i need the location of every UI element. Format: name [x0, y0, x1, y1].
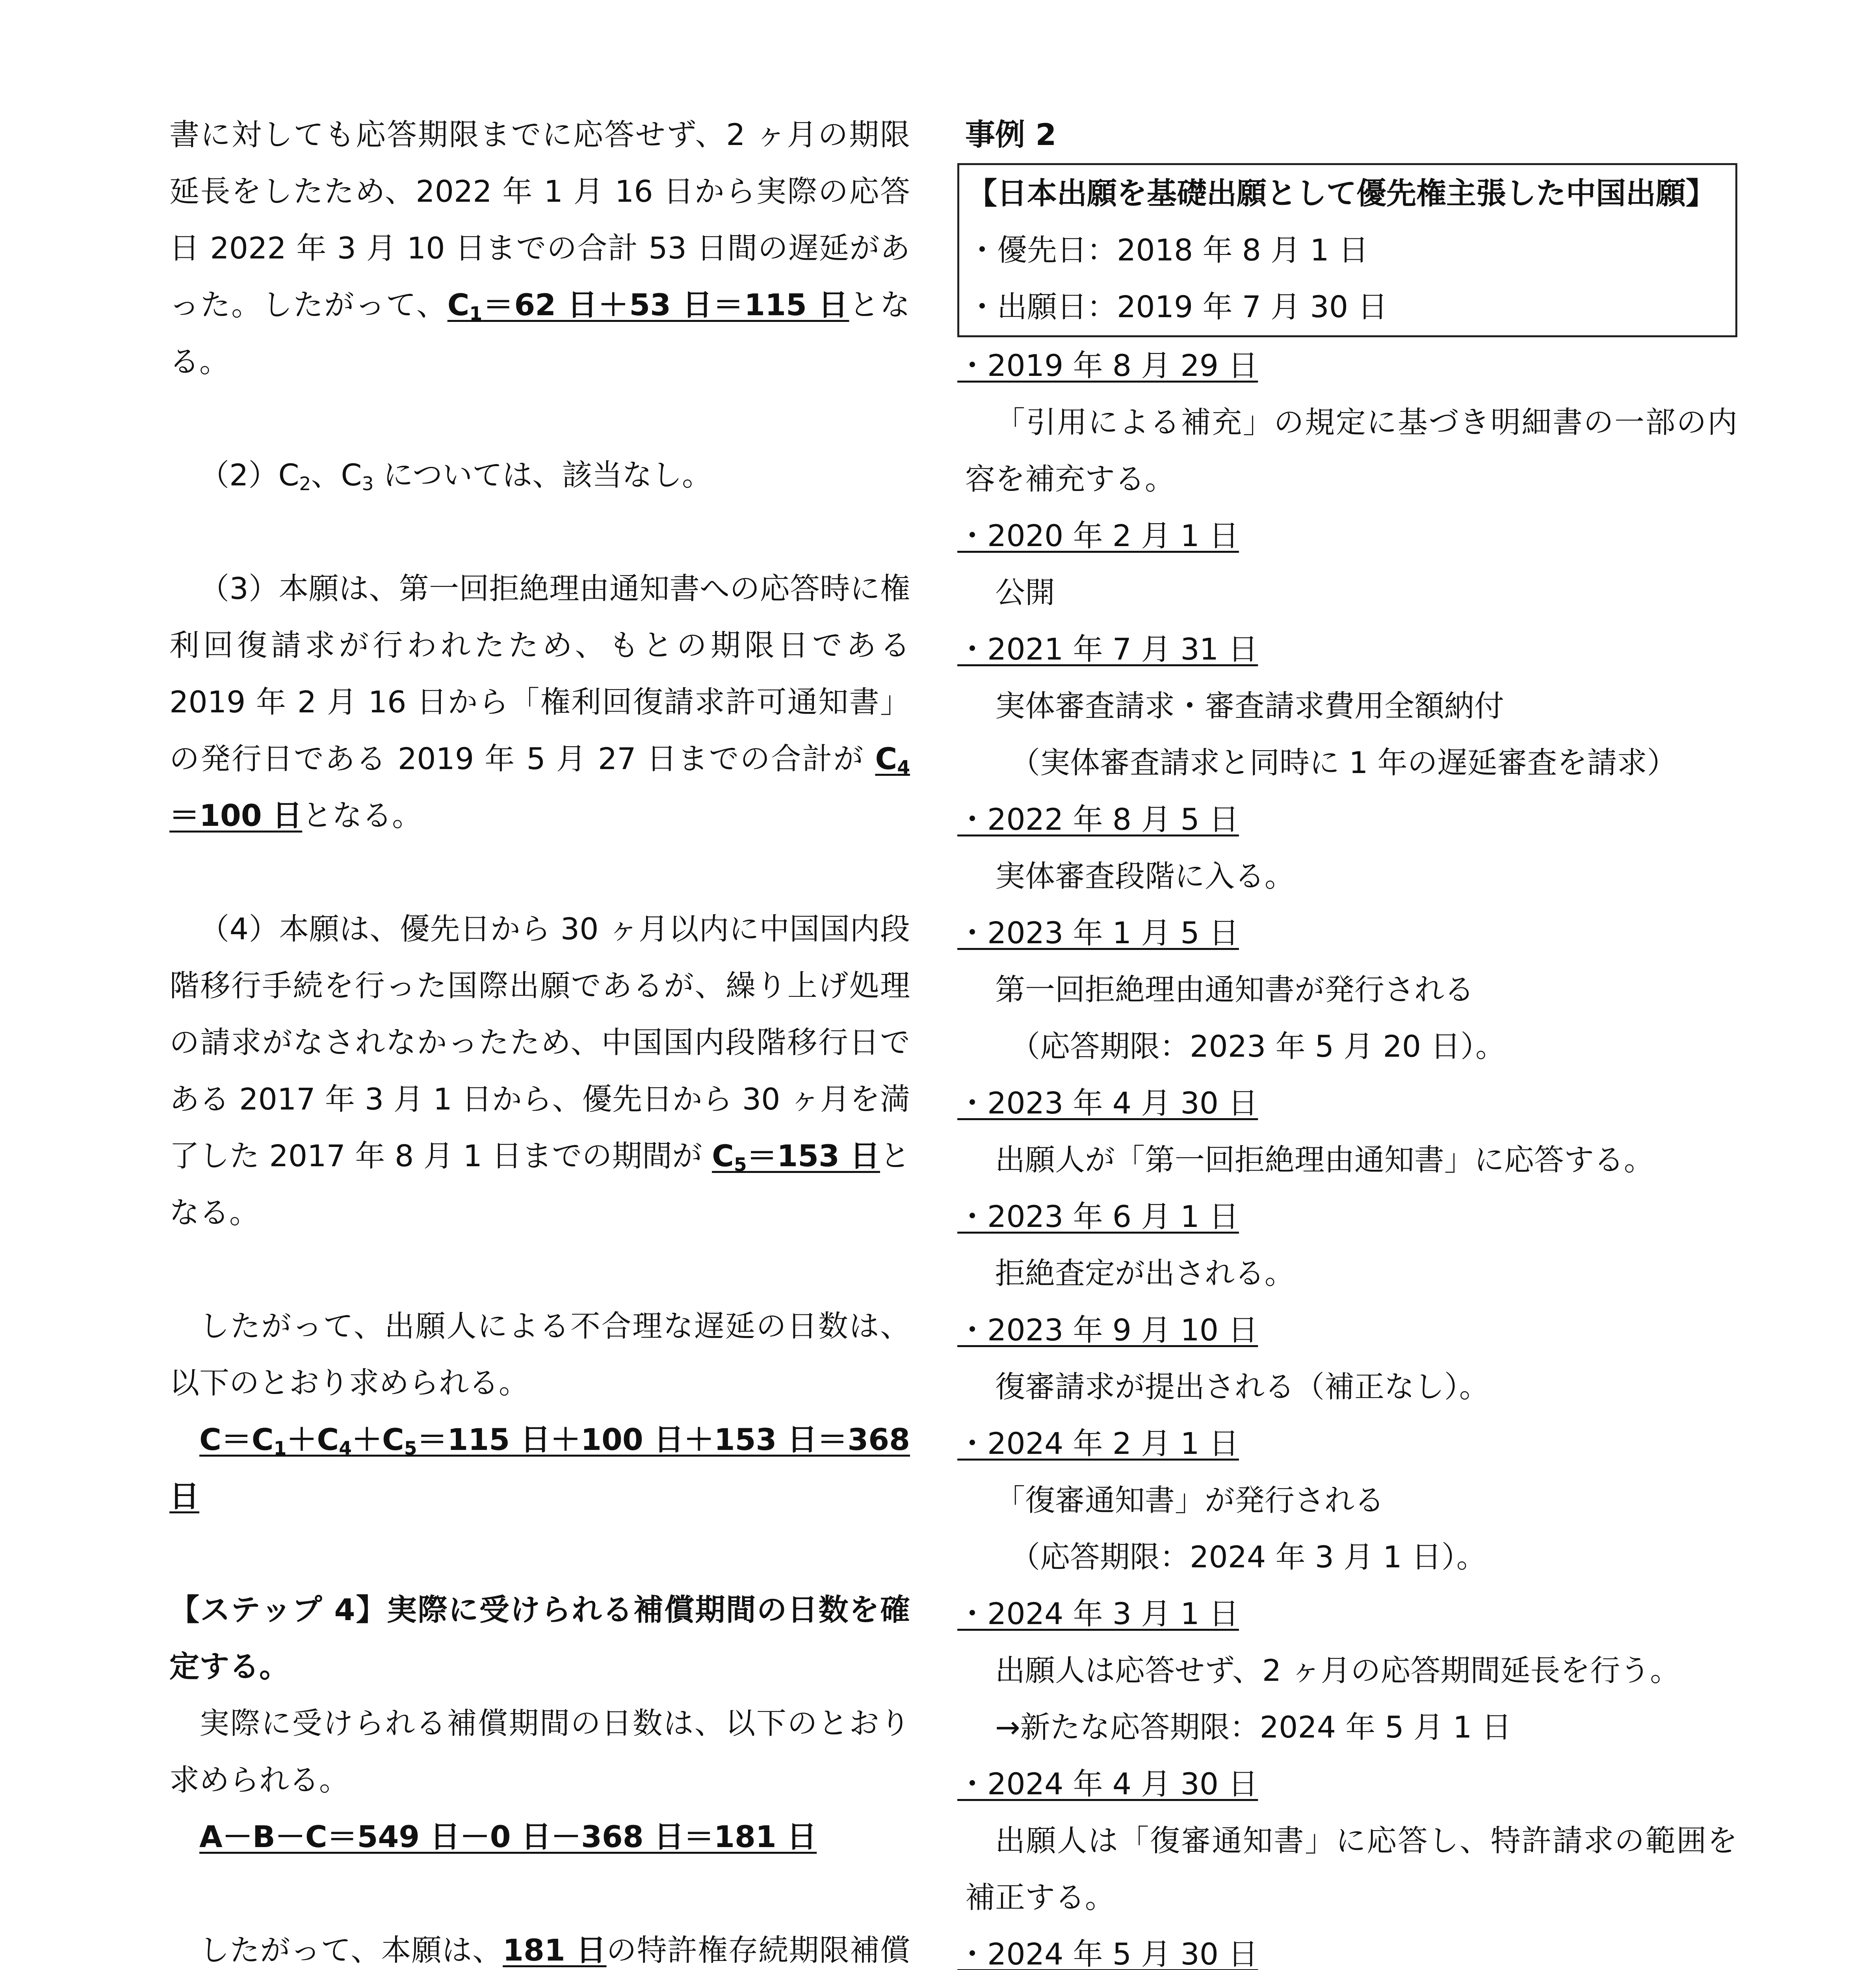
- formula-pta: A－B－C＝549 日－0 日－368 日＝181 日: [199, 1819, 817, 1854]
- timeline-event-text: （実体審査請求と同時に 1 年の遅延審査を請求）: [1010, 745, 1677, 780]
- timeline-event-text: 第一回拒絶理由通知書が発行される: [995, 972, 1474, 1007]
- timeline-event-text: 「引用による補充」の規定に基づき明細書の一部の内容を補充する。: [965, 405, 1737, 496]
- timeline-event-text: （応答期限：2024 年 3 月 1 日）。: [1010, 1539, 1486, 1574]
- paragraph-c-intro: したがって、出願人による不合理な遅延の日数は、以下のとおり求められる。: [169, 1308, 910, 1400]
- timeline-date: ・2022 年 8 月 5 日: [957, 802, 1239, 837]
- timeline-event-text: 実体審査請求・審査請求費用全額納付: [995, 688, 1504, 723]
- timeline-date: ・2024 年 3 月 1 日: [957, 1596, 1239, 1631]
- timeline-date: ・2021 年 7 月 31 日: [957, 632, 1258, 667]
- paragraph-conclusion: したがって、本願は、181 日の特許権存続期限補償: [199, 1933, 910, 1968]
- timeline-date: ・2024 年 5 月 30 日: [957, 1937, 1258, 1970]
- pta-days: 181 日: [503, 1933, 607, 1968]
- paragraph-c4-calculation: （3）本願は、第一回拒絶理由通知書への応答時に権利回復請求が行われたため、もとの期限日である 2019 年 2 月 16 日から「権利回復請求許可通知書」の発行日である 2019 年 5 月 27 日までの合計が $C_4=100$ 日となる。: [169, 571, 910, 833]
- timeline-date: ・2023 年 6 月 1 日: [957, 1199, 1239, 1234]
- paragraph-c5-calculation: （4）本願は、優先日から 30 ヶ月以内に中国国内段階移行手続を行った国際出願であるが、繰り上げ処理の請求がなされなかったため、中国国内段階移行日である 2017 年 3 月 1 日から、優先日から 30 ヶ月を満了した 2017 年 8 月 1 日までの期間が $C_5=153$ 日となる。: [169, 911, 910, 1230]
- paragraph-c1-calculation: 書に対しても応答期限までに応答せず、2 ヶ月の期限延長をしたため、2022 年 1 月 16 日から実際の応答日 2022 年 3 月 10 日までの合計 53 日間の遅延があった。したがって、$C_1=62$ 日＋53 日＝115 日となる。: [169, 117, 910, 379]
- right-column: [957, 106, 1737, 1970]
- case-summary-box: [957, 163, 1737, 337]
- paragraph-c2-c3: $(2)C_2$、$C_3$ については、該当なし。: [199, 457, 712, 495]
- timeline-date: ・2024 年 4 月 30 日: [957, 1766, 1258, 1801]
- timeline-event-text: 公開: [995, 575, 1055, 610]
- timeline-date: ・2023 年 9 月 10 日: [957, 1312, 1258, 1347]
- paragraph-step4-intro: 実際に受けられる補償期間の日数は、以下のとおり求められる。: [169, 1706, 910, 1797]
- case-title: 事例 2: [965, 117, 1057, 152]
- timeline-event-text: 出願人が「第一回拒絶理由通知書」に応答する。: [995, 1142, 1654, 1177]
- timeline-date: ・2019 年 8 月 29 日: [957, 348, 1258, 383]
- timeline-event-text: 復審請求が提出される（補正なし）。: [995, 1369, 1489, 1404]
- timeline-date: ・2023 年 1 月 5 日: [957, 915, 1239, 950]
- priority-date: ・優先日：2018 年 8 月 1 日: [967, 232, 1369, 268]
- c4-result: $C_4=100$ 日: [169, 741, 910, 833]
- box-title: 【日本出願を基礎出願として優先権主張した中国出願】: [967, 176, 1716, 211]
- step4-heading: 【ステップ 4】実際に受けられる補償期間の日数を確定する。: [169, 1592, 910, 1684]
- left-column: [169, 106, 910, 1970]
- c1-result: $C_1=62$ 日＋53 日＝115 日: [447, 287, 849, 325]
- timeline-event-text: →新たな応答期限：2024 年 5 月 1 日: [995, 1710, 1512, 1745]
- timeline-event-text: 実体審査段階に入る。: [995, 859, 1295, 894]
- timeline-date: ・2024 年 2 月 1 日: [957, 1426, 1239, 1461]
- timeline-event-text: 拒絶査定が出される。: [995, 1256, 1295, 1291]
- formula-c-total: $C=C_1+C_4+C_5=115$ 日＋100 日＋153 日＝368 日: [169, 1422, 910, 1514]
- timeline-event-text: 出願人は「復審通知書」に応答し、特許請求の範囲を補正する。: [965, 1823, 1737, 1915]
- timeline-event-text: 出願人は応答せず、2 ヶ月の応答期間延長を行う。: [995, 1653, 1680, 1688]
- c5-result: $C_5=153$ 日: [712, 1138, 880, 1176]
- timeline-date: ・2023 年 4 月 30 日: [957, 1085, 1258, 1121]
- timeline-event-text: 「復審通知書」が発行される: [995, 1483, 1384, 1518]
- filing-date: ・出願日：2019 年 7 月 30 日: [967, 289, 1388, 324]
- timeline: [957, 337, 1737, 1970]
- timeline-event-text: （応答期限：2023 年 5 月 20 日）。: [1010, 1029, 1506, 1064]
- timeline-date: ・2020 年 2 月 1 日: [957, 518, 1239, 553]
